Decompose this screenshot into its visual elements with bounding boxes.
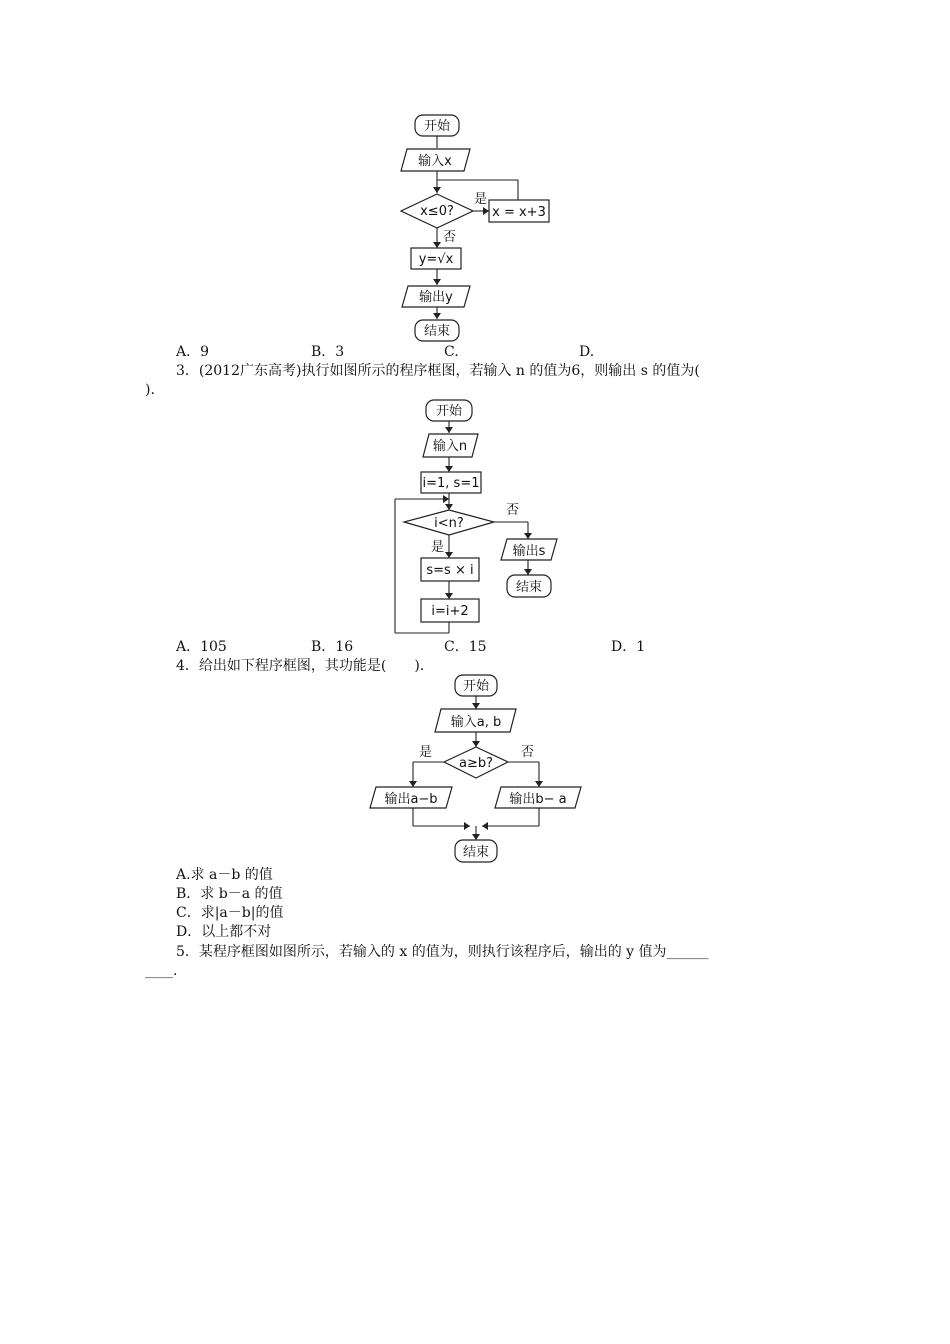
q3-stem-line1: 3．(2012广东高考)执行如图所示的程序框图，若输入 n 的值为6，则输出 s 的值为(	[176, 363, 700, 379]
fc1-end-label: 结束	[423, 324, 451, 339]
fc1-yes-label: 是	[474, 192, 488, 207]
q3-option-a: A．105	[176, 639, 227, 655]
fc2-init-label: i=1, s=1	[422, 476, 480, 491]
q5-stem-line2: ____.	[145, 963, 178, 979]
fc3-decision-label: a≥b?	[458, 756, 494, 771]
q2-option-a: A．9	[176, 344, 210, 360]
fc2-yes-label: 是	[431, 540, 445, 555]
fc2-start-label: 开始	[435, 404, 463, 419]
fc3-input-label: 输入a, b	[450, 715, 502, 730]
q2-option-d: D.	[579, 344, 595, 360]
fc1-compute-label: y=√x	[418, 252, 454, 267]
fc1-no-label: 否	[443, 230, 457, 245]
q3-option-d: D．1	[611, 639, 646, 655]
fc1-decision-label: x≤0?	[420, 204, 454, 219]
q3-stem-line2: )．	[145, 382, 165, 398]
fc2-no-label: 否	[506, 503, 520, 518]
q3-option-c: C．15	[444, 639, 487, 655]
q3-option-b: B．16	[311, 639, 354, 655]
fc3-yes-label: 是	[419, 745, 433, 760]
q4-option-a: A.求 a－b 的值	[176, 867, 273, 883]
fc2-end-label: 结束	[515, 580, 543, 595]
fc3-output-left-label: 输出a−b	[384, 792, 438, 807]
q4-option-d: D．以上都不对	[176, 924, 272, 940]
fc1-update-label: x = x+3	[492, 205, 546, 220]
fc2-output-label: 输出s	[512, 544, 546, 559]
fc1-output-label: 输出y	[419, 290, 453, 305]
fc2-decision-label: i<n?	[434, 516, 464, 531]
q4-stem: 4．给出如下程序框图，其功能是( )．	[176, 658, 434, 674]
q2-option-c: C.	[444, 344, 459, 360]
q4-option-c: C．求|a－b|的值	[176, 905, 284, 921]
q5-stem-line1: 5．某程序框图如图所示，若输入的 x 的值为，则执行该程序后，输出的 y 值为______	[176, 944, 709, 960]
fc3-output-right-label: 输出b− a	[509, 792, 567, 807]
fc3-no-label: 否	[521, 745, 535, 760]
q4-option-b: B．求 b－a 的值	[176, 886, 283, 902]
fc2-step1-label: s=s × i	[426, 563, 474, 578]
fc1-input-label: 输入x	[418, 154, 452, 169]
fc2-step2-label: i=i+2	[431, 604, 469, 619]
fc3-end-label: 结束	[462, 845, 490, 860]
q2-option-b: B．3	[311, 344, 345, 360]
fc1-start-label: 开始	[423, 119, 451, 134]
fc3-start-label: 开始	[462, 679, 490, 694]
fc2-input-label: 输入n	[432, 439, 468, 454]
